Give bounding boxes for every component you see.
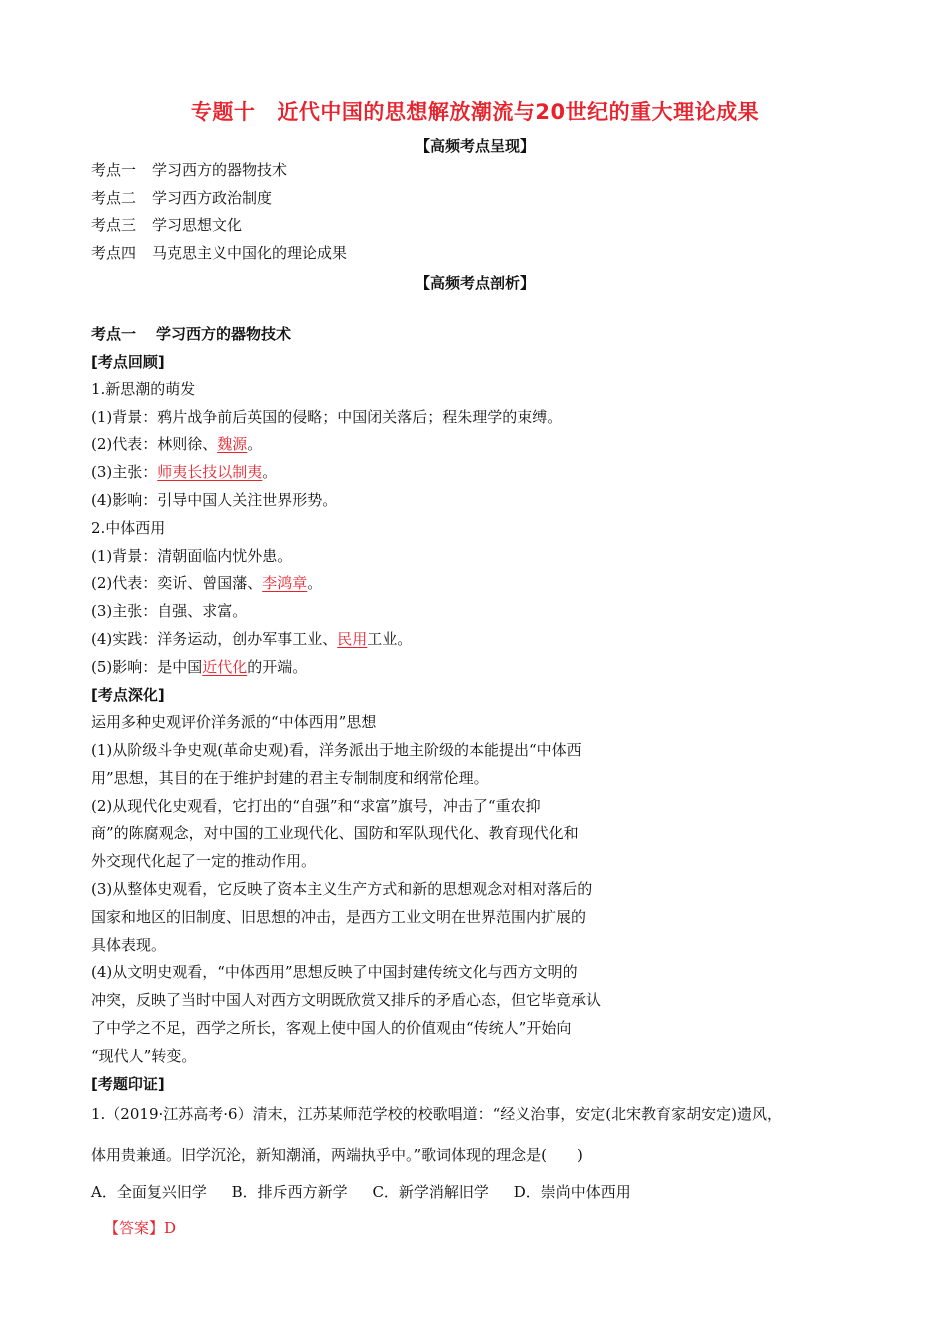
- text-line: 国家和地区的旧制度、旧思想的冲击，是西方工业文明在世界范围内扩展的: [91, 908, 587, 926]
- text-line: (3)主张：自强、求富。: [91, 602, 248, 620]
- question-text: 体用贵兼通。旧学沉沦，新知潮涌，两端执乎中。”歌词体现的理念是( ): [91, 1146, 583, 1164]
- text-line: 外交现代化起了一定的推动作用。: [91, 852, 317, 870]
- question-text: 1.（2019·江苏高考·6）清末，江苏某师范学校的校歌唱道：“经义治事，安定(北宋教育家胡安定)遗风，: [91, 1105, 782, 1123]
- highlight-answer: 师夷长技以制夷: [157, 463, 263, 481]
- text-line: 用”思想，其目的在于维护封建的君主专制制度和纲常伦理。: [91, 769, 489, 787]
- answer-value: D: [164, 1219, 177, 1237]
- point-list-item: 考点四 马克思主义中国化的理论成果: [91, 244, 348, 262]
- subsection-review: [考点回顾]: [91, 353, 165, 371]
- text-line: (5)影响：是中国近代化的开端。: [91, 658, 308, 676]
- answer-line: [104, 1218, 176, 1238]
- highlight-answer: 民用: [337, 630, 368, 648]
- highlight-answer: 李鸿章: [262, 574, 308, 592]
- highlight-answer: 近代化: [202, 658, 248, 676]
- text-line: 了中学之不足，西学之所长，客观上使中国人的价值观由“传统人”开始向: [91, 1019, 572, 1037]
- page-title: [0, 96, 950, 126]
- point-list-item: 考点一 学习西方的器物技术: [91, 161, 288, 179]
- title-topic-name: 近代中国的思想解放潮流与20世纪的重大理论成果: [277, 100, 760, 124]
- text-line: (1)背景：清朝面临内忧外患。: [91, 547, 293, 565]
- section-heading-analysis: 【高频考点剖析】: [414, 274, 535, 292]
- option-c: C．新学消解旧学: [372, 1183, 489, 1201]
- subsection-deepen: [考点深化]: [91, 686, 165, 704]
- text-line: (4)影响：引导中国人关注世界形势。: [91, 491, 338, 509]
- text-line: (2)从现代化史观看，它打出的“自强”和“求富”旗号，冲击了“重农抑: [91, 797, 541, 815]
- text-line: (2)代表：林则徐、魏源。: [91, 435, 263, 453]
- text-line: “现代人”转变。: [91, 1047, 197, 1065]
- text-line: 1.新思潮的萌发: [91, 380, 196, 398]
- point-list-item: 考点二 学习西方政治制度: [91, 189, 273, 207]
- point-list-item: 考点三 学习思想文化: [91, 216, 243, 234]
- answer-label: 【答案】: [104, 1219, 165, 1237]
- title-topic-number: 专题十: [190, 100, 256, 124]
- text-line: 冲突，反映了当时中国人对西方文明既欣赏又排斥的矛盾心态，但它毕竟承认: [91, 991, 602, 1009]
- question-options: [91, 1182, 631, 1202]
- text-line: (4)实践：洋务运动，创办军事工业、民用工业。: [91, 630, 413, 648]
- text-line: (3)从整体史观看，它反映了资本主义生产方式和新的思想观念对相对落后的: [91, 880, 593, 898]
- text-line: (2)代表：奕䜣、曾国藩、李鸿章。: [91, 574, 323, 592]
- key-point-heading: 考点一 学习西方的器物技术: [91, 325, 292, 343]
- text-line: (3)主张：师夷长技以制夷。: [91, 463, 278, 481]
- text-line: (4)从文明史观看，“中体西用”思想反映了中国封建传统文化与西方文明的: [91, 963, 578, 981]
- option-b: B．排斥西方新学: [231, 1183, 348, 1201]
- text-line: 具体表现。: [91, 936, 167, 954]
- text-line: (1)背景：鸦片战争前后英国的侵略；中国闭关落后；程朱理学的束缚。: [91, 408, 563, 426]
- option-a: A．全面复兴旧学: [91, 1183, 207, 1201]
- highlight-answer: 魏源: [217, 435, 248, 453]
- option-d: D．崇尚中体西用: [513, 1183, 631, 1201]
- section-heading-overview: 【高频考点呈现】: [414, 137, 535, 155]
- text-line: 2.中体西用: [91, 519, 166, 537]
- subsection-exam: [考题印证]: [91, 1075, 165, 1093]
- text-line: 运用多种史观评价洋务派的“中体西用”思想: [91, 713, 377, 731]
- text-line: (1)从阶级斗争史观(革命史观)看，洋务派出于地主阶级的本能提出“中体西: [91, 741, 582, 759]
- text-line: 商”的陈腐观念，对中国的工业现代化、国防和军队现代化、教育现代化和: [91, 824, 579, 842]
